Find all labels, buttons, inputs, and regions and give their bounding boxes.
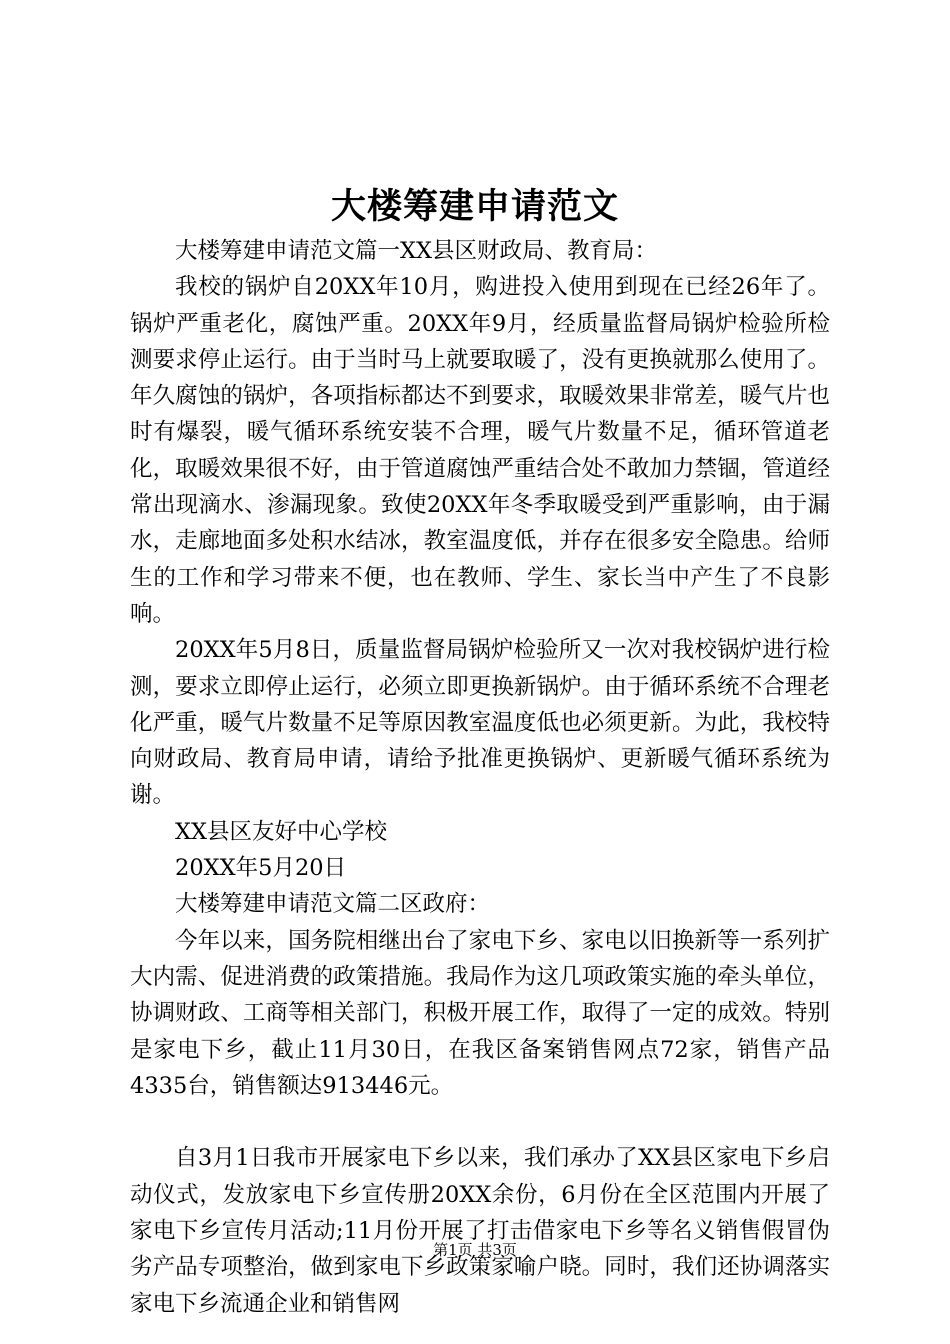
paragraph-inspection-request: 20XX年5月8日，质量监督局锅炉检验所又一次对我校锅炉进行检测，要求立即停止运行，必须立即更换新锅炉。由于循环系统不合理老化严重，暖气片数量不足等原因教室温度低也必须更新。为此，我校特向财政局、教育局申请，请给予批准更换锅炉、更新暖气循环系统为谢。 xyxy=(130,637,830,809)
signature-date: 20XX年5月20日 xyxy=(175,855,347,882)
paragraph-salutation-1: 大楼筹建申请范文篇一XX县区财政局、教育局： xyxy=(175,238,658,264)
paragraph-appliance-policy: 今年以来，国务院相继出台了家电下乡、家电以旧换新等一系列扩大内需、促进消费的政策措施。我局作为这几项政策实施的牵头单位，协调财政、工商等相关部门，积极开展工作，取得了一定的成效。特别是家电下乡，截止11月30日，在我区备案销售网点72家，销售产品4335台，销售额达913446元。 xyxy=(130,927,830,1099)
paragraph-boiler-condition: 我校的锅炉自20XX年10月，购进投入使用到现在已经26年了。锅炉严重老化，腐蚀严重。20XX年9月，经质量监督局锅炉检验所检测要求停止运行。由于当时马上就要取暖了，没有更换就那么使用了。年久腐蚀的锅炉，各项指标都达不到要求，取暖效果非常差，暖气片也时有爆裂，暖气循环系统安装不合理，暖气片数量不足，循环管道老化，取暖效果很不好，由于管道腐蚀严重结合处不敢加力禁锢，管道经常出现滴水、渗漏现象。致使20XX年冬季取暖受到严重影响，由于漏水，走廊地面多处积水结冰，教室温度低，并存在很多安全隐患。给师生的工作和学习带来不便，也在教师、学生、家长当中产生了不良影响。 xyxy=(130,274,830,627)
document-body xyxy=(130,233,830,1322)
paragraph-salutation-2: 大楼筹建申请范文篇二区政府： xyxy=(175,891,491,918)
paragraph-appliance-activities: 自3月1日我市开展家电下乡以来，我们承办了XX县区家电下乡启动仪式，发放家电下乡宣传册20XX余份，6月份在全区范围内开展了家电下乡宣传月活动;11月份开展了打击借家电下乡等名义销售假冒伪劣产品专项整治，做到家电下乡政策家喻户晓。同时，我们还协调落实家电下乡流通企业和销售网 xyxy=(130,1145,830,1317)
document-title: 大楼筹建申请范文 xyxy=(330,186,619,227)
page-number-footer: 第1页 共3页 xyxy=(433,1241,517,1259)
signature-school: XX县区友好中心学校 xyxy=(175,818,388,845)
